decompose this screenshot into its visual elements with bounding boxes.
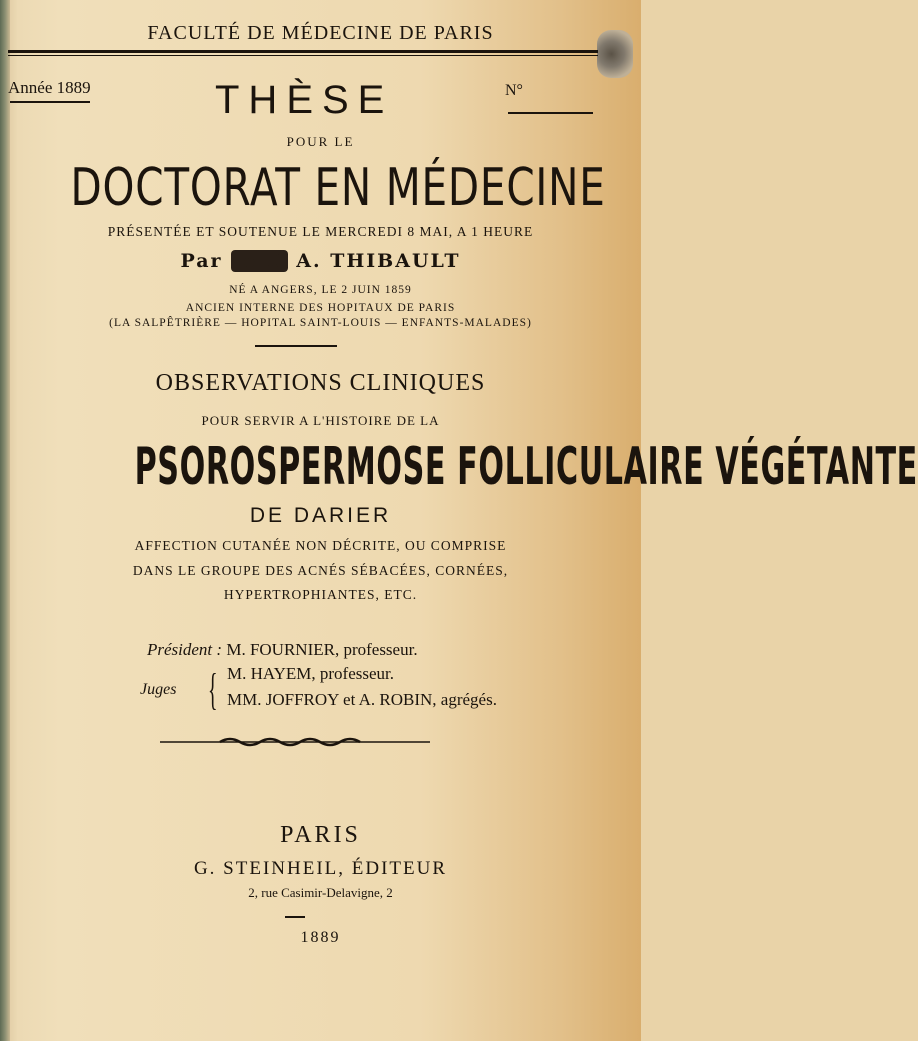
author-line	[0, 250, 641, 272]
imprint-city: PARIS	[280, 822, 361, 848]
jury-president	[147, 640, 418, 660]
president-label: Président :	[147, 640, 223, 659]
judges-brace: {	[208, 665, 218, 714]
imprint-publisher: G. STEINHEIL, ÉDITEUR	[193, 858, 448, 879]
faculty-name: FACULTÉ DE MÉDECINE DE PARIS	[147, 22, 494, 44]
imprint-divider	[285, 916, 305, 918]
disease-title: PSOROSPERMOSE FOLLICULAIRE VÉGÉTANTE	[134, 437, 918, 497]
subject-heading: OBSERVATIONS CLINIQUES	[155, 370, 486, 396]
subject-purpose: POUR SERVIR A L'HISTOIRE DE LA	[201, 413, 440, 428]
degree-title: DOCTORAT EN MÉDECINE	[70, 158, 606, 218]
description-line-2: DANS LE GROUPE DES ACNÉS SÉBACÉES, CORNÉES,	[132, 563, 509, 578]
defense-date: PRÉSENTÉE ET SOUTENUE LE MERCREDI 8 MAI, A 1 HEURE	[107, 224, 534, 239]
number-underline	[508, 112, 593, 114]
description-line-3: HYPERTROPHIANTES, ETC.	[223, 587, 418, 602]
author-position: ANCIEN INTERNE DES HOPITAUX DE PARIS	[185, 302, 456, 314]
author-hospitals: (LA SALPÊTRIÈRE — HOPITAL SAINT-LOUIS — ENFANTS-MALADES)	[109, 317, 532, 329]
thesis-title: THÈSE	[215, 78, 394, 122]
imprint-year: 1889	[300, 929, 341, 946]
ornamental-rule	[160, 735, 430, 749]
year-label: Année 1889	[8, 78, 91, 97]
year-underline	[10, 101, 90, 103]
judge-2: MM. JOFFROY et A. ROBIN, agrégés.	[227, 690, 497, 709]
header-rule-thin	[8, 55, 598, 56]
header-rule	[8, 50, 598, 53]
author-prefix: Par	[180, 250, 223, 272]
judge-1: M. HAYEM, professeur.	[227, 664, 395, 683]
description-line-1: AFFECTION CUTANÉE NON DÉCRITE, OU COMPRISE	[134, 538, 507, 553]
president-name: M. FOURNIER, professeur.	[226, 640, 418, 659]
author-name: A. THIBAULT	[296, 250, 461, 272]
section-divider	[255, 345, 337, 347]
imprint-address: 2, rue Casimir-Delavigne, 2	[248, 885, 393, 900]
author-birth: NÉ A ANGERS, LE 2 JUIN 1859	[229, 284, 412, 296]
disease-eponym: DE DARIER	[249, 504, 392, 527]
author-title-smudged: le D	[231, 250, 287, 272]
subtitle: POUR LE	[286, 134, 355, 149]
thesis-number-label: N°	[505, 82, 523, 99]
judges-label: Juges	[140, 681, 177, 698]
